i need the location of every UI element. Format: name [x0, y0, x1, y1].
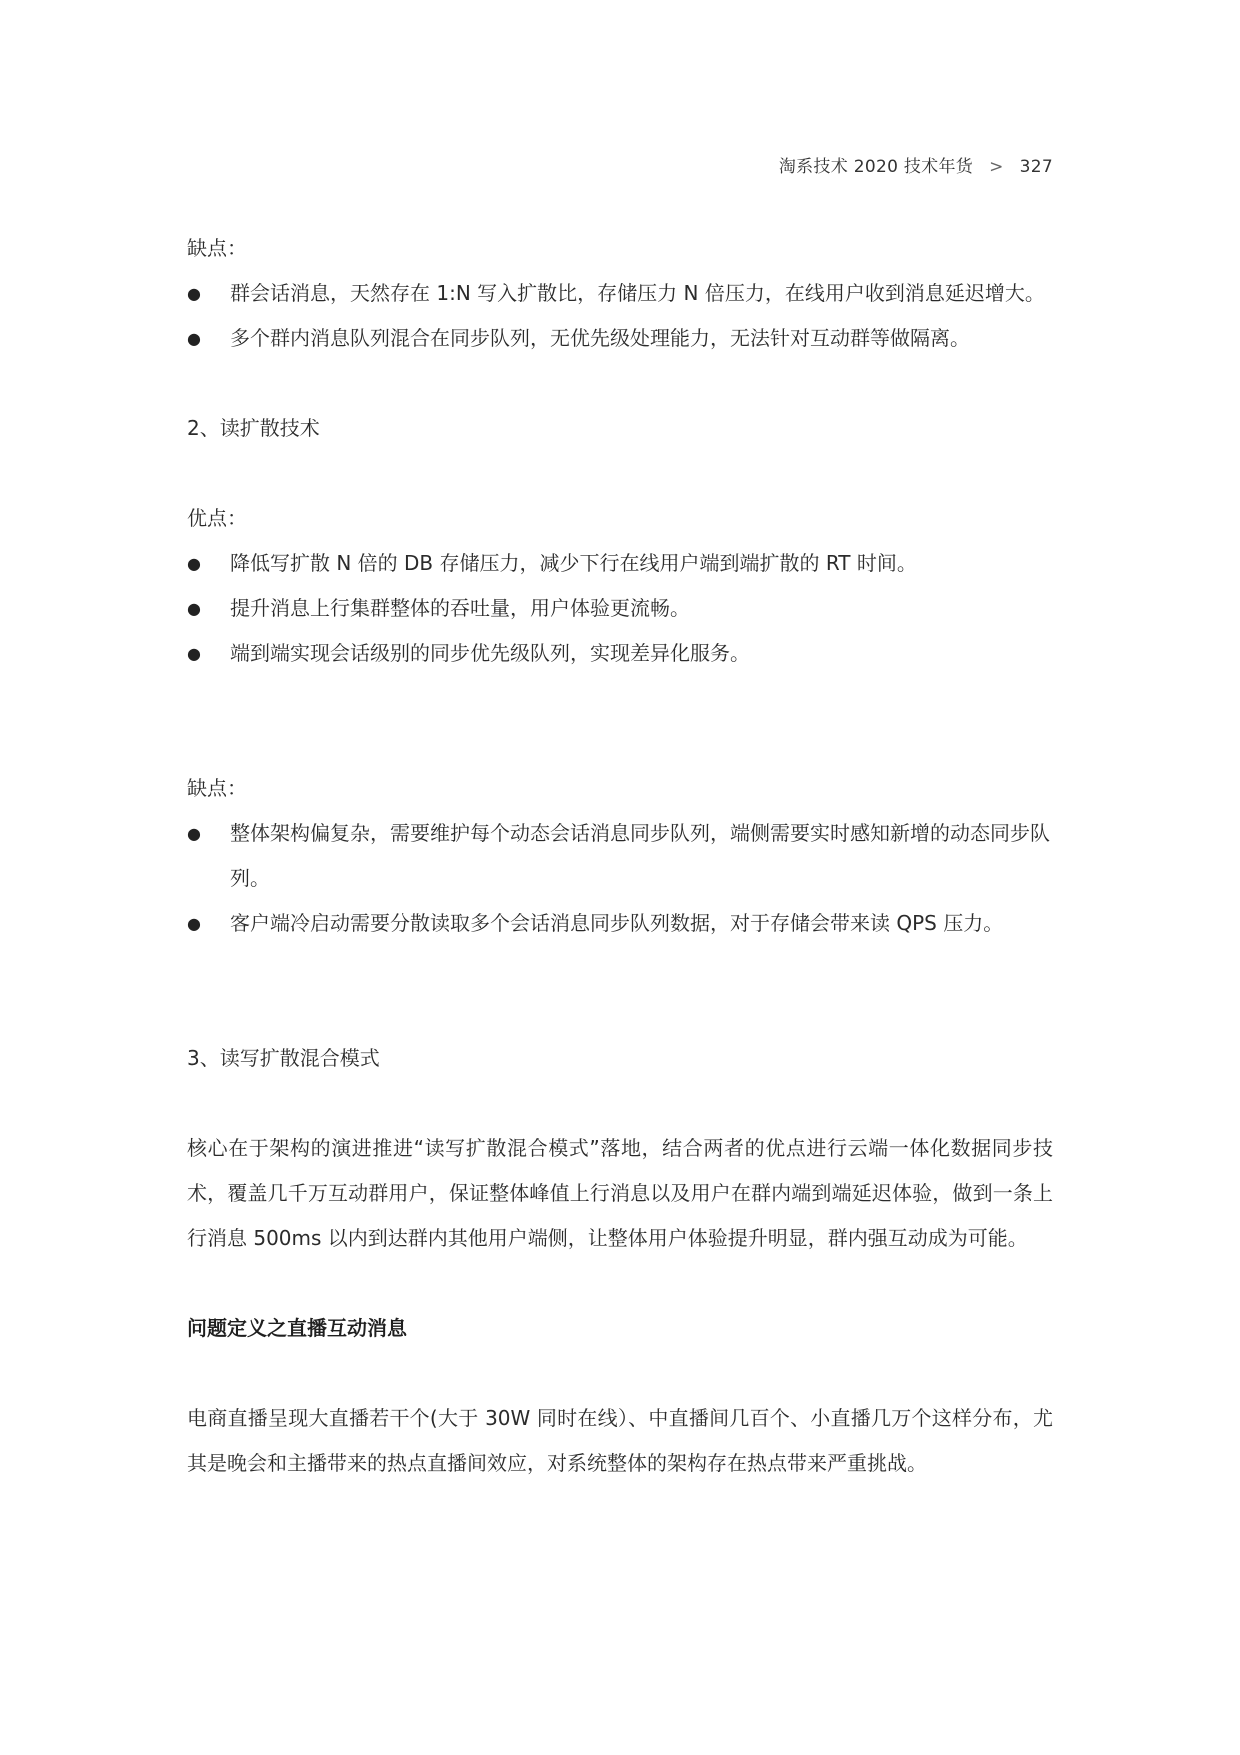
page-body: [187, 226, 1053, 1486]
live-messages-paragraph: 电商直播呈现大直播若干个(大于 30W 同时在线）、中直播间几百个、小直播几万个这样分布，尤其是晚会和主播带来的热点直播间效应，对系统整体的架构存在热点带来严重挑战。: [187, 1406, 1053, 1475]
cons-label-1: 缺点：: [187, 236, 247, 260]
bullet-icon: ●: [187, 284, 201, 303]
cons-label-2: 缺点：: [187, 776, 247, 800]
book-title: 淘系技术 2020 技术年货: [778, 157, 974, 177]
list-item: [187, 316, 1053, 361]
list-item-text: 客户端冷启动需要分散读取多个会话消息同步队列数据，对于存储会带来读 QPS 压力。: [230, 911, 1004, 935]
list-item-text: 多个群内消息队列混合在同步队列，无优先级处理能力，无法针对互动群等做隔离。: [230, 326, 970, 350]
list-item-text: 端到端实现会话级别的同步优先级队列，实现差异化服务。: [230, 641, 750, 665]
bullet-icon: ●: [187, 644, 201, 663]
page-number: 327: [1019, 157, 1053, 177]
section-heading-hybrid-mode: 3、读写扩散混合模式: [187, 1046, 380, 1070]
running-header: [779, 152, 1053, 177]
cons-list-2: [187, 811, 1053, 946]
list-item: [187, 901, 1053, 946]
list-item: [187, 541, 1053, 586]
list-item-text: 提升消息上行集群整体的吞吐量，用户体验更流畅。: [230, 596, 690, 620]
pros-list: [187, 541, 1053, 676]
list-item: [187, 586, 1053, 631]
hybrid-mode-paragraph: 核心在于架构的演进推进“读写扩散混合模式”落地，结合两者的优点进行云端一体化数据同步技术，覆盖几千万互动群用户，保证整体峰值上行消息以及用户在群内端到端延迟体验，做到一条上行消息 500ms 以内到达群内其他用户端侧，让整体用户体验提升明显，群内强互动成为可能。: [187, 1136, 1053, 1250]
bullet-icon: ●: [187, 914, 201, 933]
bullet-icon: ●: [187, 599, 201, 618]
cons-list-1: [187, 271, 1053, 361]
pros-label: 优点：: [187, 506, 247, 530]
section-heading-read-diffusion: 2、读扩散技术: [187, 416, 320, 440]
list-item: [187, 271, 1053, 316]
list-item: [187, 811, 1053, 901]
section-heading-live-messages: 问题定义之直播互动消息: [187, 1316, 407, 1340]
bullet-icon: ●: [187, 554, 201, 573]
bullet-icon: ●: [187, 329, 201, 348]
header-separator: >: [989, 157, 1004, 177]
list-item-text: 整体架构偏复杂，需要维护每个动态会话消息同步队列，端侧需要实时感知新增的动态同步队列。: [230, 821, 1050, 890]
list-item: [187, 631, 1053, 676]
list-item-text: 降低写扩散 N 倍的 DB 存储压力，减少下行在线用户端到端扩散的 RT 时间。: [230, 551, 917, 575]
list-item-text: 群会话消息，天然存在 1:N 写入扩散比，存储压力 N 倍压力，在线用户收到消息延迟增大。: [230, 281, 1045, 305]
bullet-icon: ●: [187, 824, 201, 843]
